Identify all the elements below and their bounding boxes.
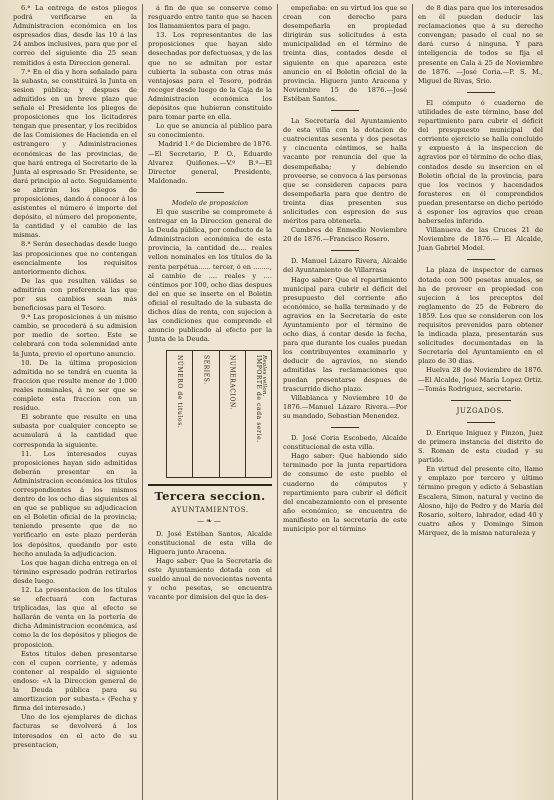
divider (196, 192, 224, 193)
clause-9: 9.ª Las proposiciones á un mismo cambio, se procederá á su admision por medio de sorteo. Este se celebrará con toda solemnidad ante la Junta, previo el oportuno anuncio. (13, 313, 137, 358)
huelva-signature: Huelva 28 de Noviembre de 1876.—El Alcalde, José María Lopez Ortiz.—Tomás Rodriguez, secretario. (418, 366, 543, 393)
form-column-amount: IMPORTE de cada serie. Reales vellon. (254, 355, 267, 444)
divider (331, 427, 359, 428)
clause-8: 8.ª Serán desechadas desde luego las proposiciones que no contengan esencialmente los requisitos anteriormente dichos. (13, 240, 137, 276)
proposal-form-table (166, 350, 272, 478)
villarrasa-head: D. Manuel Lázaro Rivera, Alcalde del Ayuntamiento de Villarrasa (283, 257, 407, 275)
section-subtitle: AYUNTAMIENTOS. (171, 506, 249, 515)
divider (331, 110, 359, 111)
clause-12: 12. La presentacion de los títulos se efectuará con facturas triplicadas, las que al efecto se hallarán de venta en la portería de dicha Administracion económica, así como la de los depósitos y pliegos de proposicion. (13, 586, 137, 649)
ayto-text: Hago saber: Que la Secretaría de este Ayuntamiento dotada con el sueldo anual de novecientas noventa y ocho pesetas, se encuentra vacante por dimision del que la des- (148, 556, 272, 602)
cala-continuation: de 8 dias para que los interesados en él puedan deducir las reclamaciones que á su derecho convengan; pasado el cual no se dará curso á ninguna. Y para inteligencia de todos se fija el presente en Cala á 25 de Noviembre de 1876. —José Coria.—P. S. M., Miguel de Rivas, Srio. (418, 4, 543, 85)
clause-11: 11. Los interesados cuyas proposiciones hayan sido admitidas deberán presentar en la Administracion económica los títulos correspondientes á los mismos dentro de los ocho dias siguientes al en que se publique su adjudicacion en el Boletin oficial de la provincia; teniendo presente que de no verificarlo en este plazo perderán los depósitos, quedando por este hecho anulada la adjudicacion. (13, 449, 137, 558)
public-notice: Lo que se anuncia al público para su conocimiento. (148, 122, 272, 140)
clause-13: 13. Los representantes de las proposiciones que hayan sido desechadas por defectuosas, y de las que no se admitan por estar cubierta la subasta con otras más ventajosas para el Tesoro, podrán recoger desde luego de la Caja de la Administracion económica los depósitos que hubieran constituido para tomar parte en ella. (148, 31, 272, 122)
clause-8-b: De las que resulten válidas se admitirán con preferencia las que por sus cambios sean más beneficiosas para el Tesoro. (13, 276, 137, 313)
columns (8, 4, 548, 800)
clause-12-b: Estos títulos deben presentarse con el cupon corriente, y además contener al respaldo el siguiente endoso: «A la Direccion general de la Deuda pública para su amortizacion por subasta.» (Fecha y firma del interesado.) (13, 649, 137, 713)
cumbres-signature: Cumbres de Enmedio Noviembre 20 de 1876.—Francisco Rosero. (283, 226, 407, 244)
divider (467, 422, 495, 423)
clause-10: 10. De la última proposicion admitida no se tendrá en cuenta la fraccion que resulte menor de 1.000 reales nominales, á no ser que se complete esta fraccion con un residuo. (13, 358, 137, 413)
clause-12-d: á fin de que se conserve como resguardo entre tanto que se hacen los llamamientos para el pago. (148, 4, 272, 31)
column-4 (413, 4, 548, 800)
clause-7: 7.ª En el dia y hora señalado para la subasta, se constituirá la Junta en sesion pública; y despues de admitidos en un breve plazo que señale el Presidente los pliegos de proposiciones que los licitadores tengan que presentar, y los recibidos de las Comisiones de Hacienda en el estrangero y Administraciones económicas de las provincias, de que hará entrega el Secretario de la Junta al espresado Sr. Presidente, se dará principio al acto. Seguidamente se abrirán los pliegos de proposiciones, dando á conocer á los asistentes el número é importe del depósito, el número del proponente, la cantidad y el cambio de las mismas. (13, 67, 137, 240)
huelva-notice: La plaza de inspector de carnes dotada con 500 pesetas anuales, se ha de proveer en propiedad con sujecion á los preceptos del reglamento de 25 de Febrero de 1859. Los que se consideren con los requisitos prevenidos para obtener la indicada plaza, presentarán sus solicitudes documentadas en la Secretaría del Ayuntamiento en el plazo de 30 dias. (418, 266, 543, 366)
ornament: —❧— (197, 517, 223, 526)
column-3 (278, 4, 413, 800)
clause-6: 6.ª La entrega de estos pliegos podrá verificarse en la Administracion económica en los espresados dias, desde las 10 á las 24 ambos inclusives, para que por el correo del siguiente dia 25 sean remitidos á esta Direccion general. (13, 4, 137, 67)
villanueva-signature: Villanueva de las Cruces 21 de Noviembre de 1876.— El Alcalde, Juan Gabriel Model. (418, 226, 543, 253)
divider (331, 250, 359, 251)
juzgados-title: JUZGADOS. (456, 406, 505, 415)
juez-head: D. Enrique Iniguez y Pinzon, Juez de primera instancia del distrito de S. Roman de esta ciudad y su partido. (418, 428, 543, 465)
form-column-numbering: NUMERACION. (220, 351, 246, 477)
cala-text: Hago saber: Que habiendo sido terminado por la junta repartidora de consumo de este pueblo el cuaderno de cómputos y repartimiento para cubrir el déficit del encabezamiento con el presente año económico, se encuentra de manifiesto en la secretaría de este municipio por el término (283, 452, 407, 533)
juez-text: En virtud del presente cito, llamo y emplazo por tercero y último término pregon y edicto á Sebastian Escalera, Simon, natural y vecino de Alosno, hijo de Pedro y de María del Rosario, soltero, labrador, edad 40 y cuatro años y Domingo Simon Márquez, de la misma naturaleza y (418, 465, 543, 537)
cala-head: D. José Coria Escobedo, Alcalde constitucional de esta villa. (283, 434, 407, 452)
divider (467, 259, 495, 260)
model-title: Modelo de proposicion (171, 198, 249, 207)
madrid-signature: Madrid 1.º de Diciembre de 1876.—El Secretario, P. O., Eduardo Alvarez Quiñones.—V.º B.º—El Director general, Presidente, Maldonado. (148, 140, 273, 185)
model-text: El que suscribe se compromete á entregar en la Direccion general de la Deuda pública, por conducto de la Administracion económica de esta provincia, la cantidad de.... reales vellon nominales en los títulos de la renta perpétua...... tercer, ó en ........, al cambio de .... reales y .... céntimos por 100, ocho dias despues del en que se inserte en el Boletin oficial el resultado de la subasta de dichos días de renta, con sujecion á las condiciones que comprende el anuncio publicado al efecto por la Junta de la Deuda. (148, 207, 272, 344)
form-column-titles: NÚMERO de titulos. (167, 351, 193, 477)
column-2 (143, 4, 278, 800)
clause-10-b: El sobrante que resulte en una subasta por cualquier concepto se acumulará á la cantidad que corresponda la siguiente. (13, 413, 137, 449)
clause-11-b: Los que hagan dicha entrega en el término espresado podrán retirarlos desde luego. (13, 558, 137, 585)
ayto-head: D. José Estéban Santos, Alcalde constitucional de esta villa de Higuera junto Aracena. (148, 529, 272, 556)
villarrasa-signature: Villablanca y Noviembre 10 de 1876.—Manuel Lázaro Rivera.—Por su mandado, Sebastian Menendez. (283, 393, 407, 420)
column-1 (8, 4, 143, 800)
higuera-notice: empeñaba: en su virtud los que se crean con derecho para desempeñarla en propiedad dirigirán sus solicitudes á esta municipalidad en el término de treinta dias, contados desde el siguiente en que aparezca este anuncio en el Boletin oficial de la provincia. Higuera junto Aracena y Noviembre 15 de 1876.—José Estéban Santos. (283, 4, 407, 103)
form-column-series: SERIES. (193, 351, 219, 477)
clause-12-c: Uno de los ejemplares de dichas facturas se devolverá á los interesados en el acto de su presentacion, (13, 713, 137, 749)
villanueva-notice: El cómputo ó cuaderno de utilidades de este término, base del repartimiento para cubrir el déficit del presupuesto municipal del corriente ejercicio se halla concluido y expuesto á la inspeccion de agravios por el término de ocho dias, contados desde su insercion en el Boletin oficial de la provincia, para que los vecinos y hacendados forasteros en él comprendidos puedan presentarse en dicho periódo á esponer los agravios que crean haberseles inferido. (418, 98, 543, 226)
cumbres-notice: La Secretaría del Ayuntamiento de esta villa con la dotacion de cuatrocientas sesenta y dos pesetas y cincuenta céntimos, se halla vacante por renuncia del que la desempeñaba; y debiendo proveerse, se convoca á las personas que se consideren capaces para desempeñarla para que dentro de treinta dias presenten sus solicitudes con espresion de sus méritos para obtenerla. (283, 117, 407, 226)
divider (451, 400, 511, 401)
divider (467, 92, 495, 93)
villarrasa-text: Hago saber: Que el repartimiento municipal para cubrir el déficit del presupuesto del corriente año económico, se halla terminado y de agravios en la Secretaría de este Ayuntamiento por el término de ocho dias, á contar desde la fecha, para que durante los cuales puedan los contribuyentes examinarlo y deducir de agravios, no siendo admitidas las reclamaciones que puedan presentarse despues de trascurrido dicho plazo. (283, 275, 407, 393)
section-title: Tercera seccion. (148, 484, 272, 503)
